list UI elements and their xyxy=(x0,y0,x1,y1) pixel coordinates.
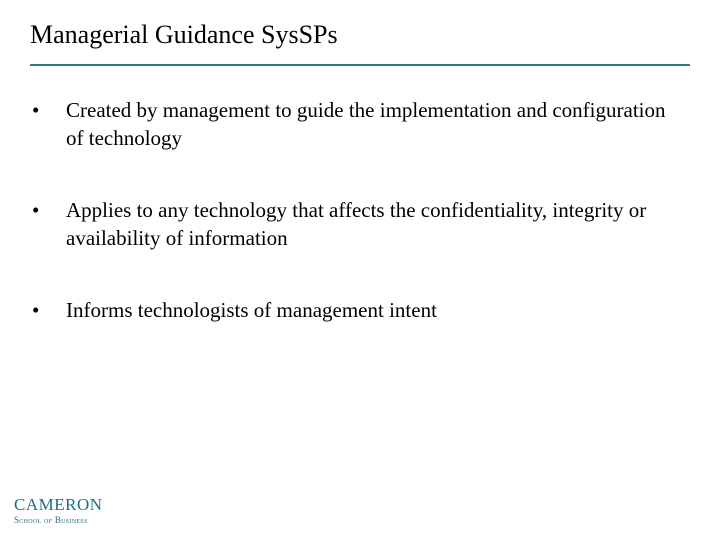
title-underline-divider xyxy=(30,64,690,66)
bullet-item xyxy=(30,196,670,252)
bullet-item xyxy=(30,296,670,324)
logo-wordmark: CAMERON xyxy=(14,495,103,514)
bullet-text: Informs technologists of management intent xyxy=(66,298,437,322)
bullet-text: Applies to any technology that affects the confidentiality, integrity or availability of information xyxy=(66,198,647,250)
bullet-dot-icon: • xyxy=(32,198,40,222)
bullet-dot-icon: • xyxy=(32,98,40,122)
slide-title: Managerial Guidance SysSPs xyxy=(30,20,338,49)
cameron-logo xyxy=(14,496,124,530)
logo-subtitle: School of Business xyxy=(14,515,88,525)
bullet-dot-icon: • xyxy=(32,298,40,322)
bullet-list xyxy=(30,96,670,368)
bullet-text: Created by management to guide the implementation and configuration of technology xyxy=(66,98,666,150)
bullet-item xyxy=(30,96,670,152)
